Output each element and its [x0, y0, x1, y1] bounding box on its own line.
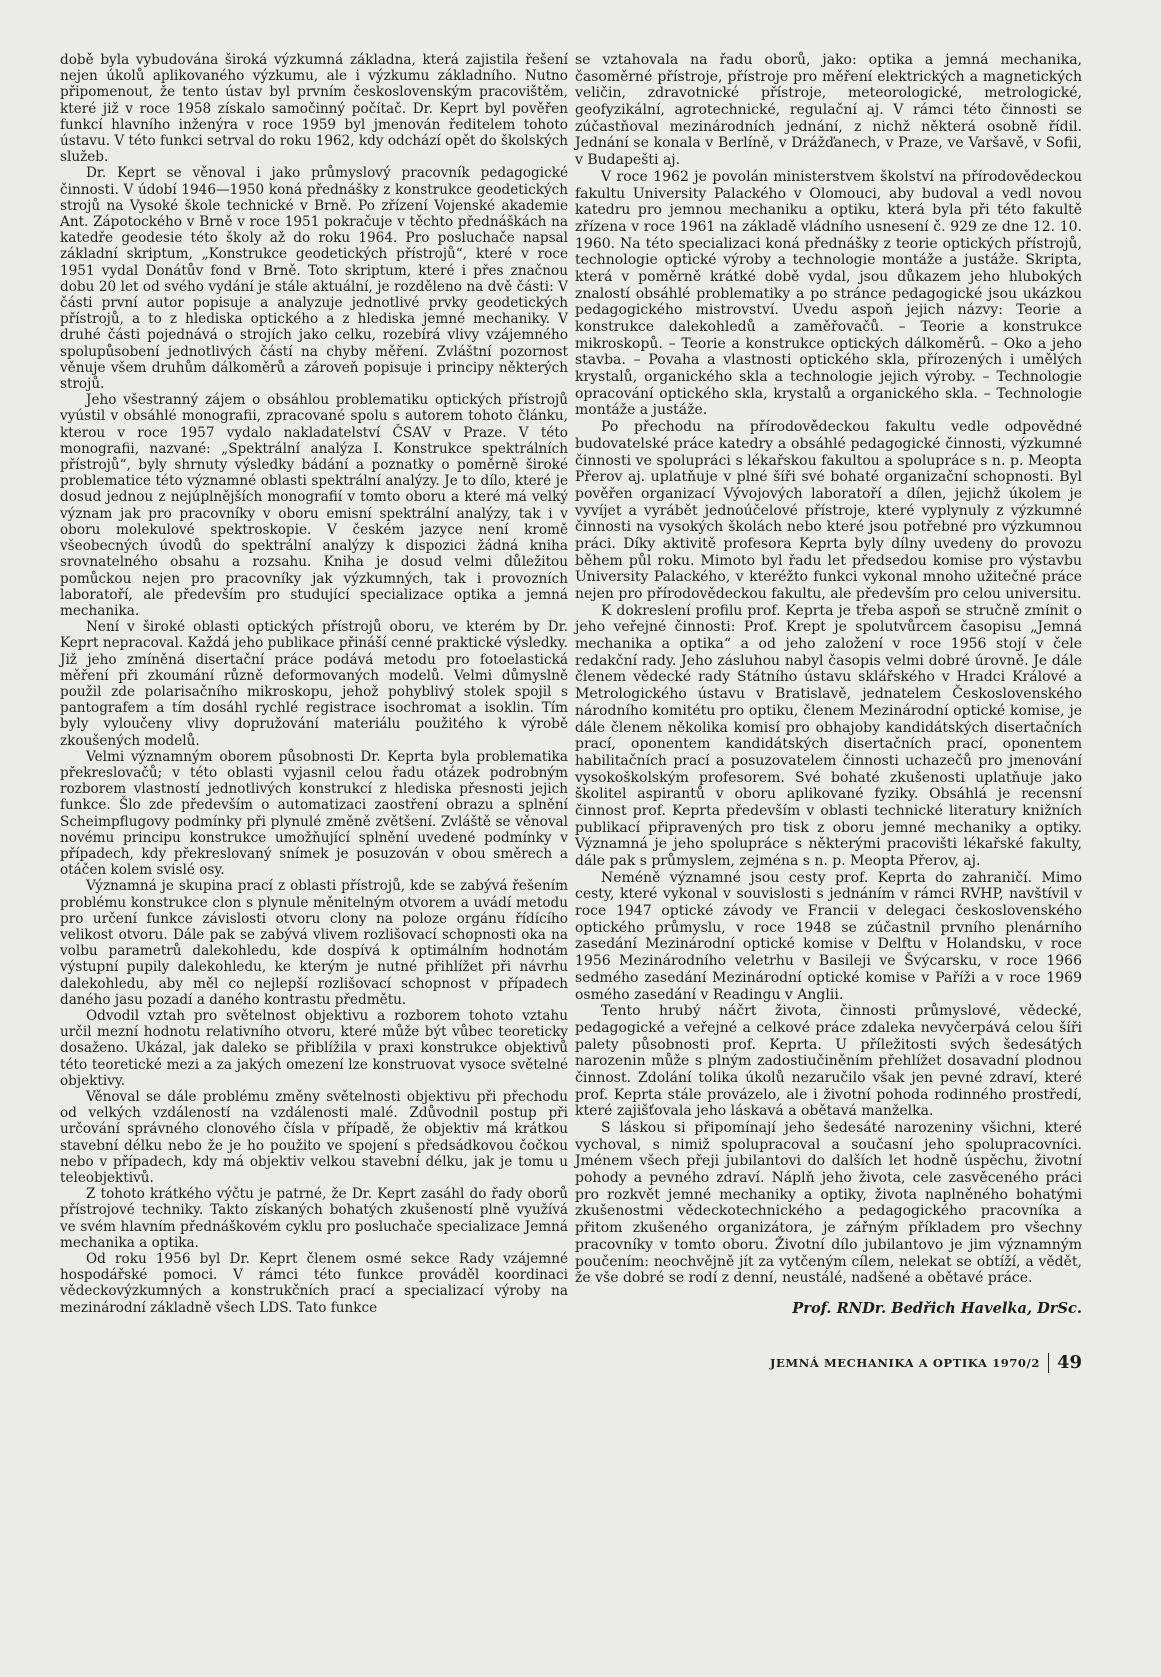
- paragraph: Z tohoto krátkého výčtu je patrné, že Dr. Keprt zasáhl do řady oborů přístrojové techniky. Takto získaných bohatých zkušeností plně využívá ve svém hlavním přednáškovém cyklu pro posluchače specializace Jemná mechanika a optika.: [60, 1186, 568, 1251]
- footer-divider: [1048, 1353, 1049, 1373]
- paragraph: Významná je skupina prací z oblasti přístrojů, kde se zabývá řešením problému konstrukce clon s plynule měnitelným otvorem a uvádí metodu pro určení funkce závislosti otvoru clony na poloze orgánu řídícího velikost otvoru. Dále pak se zabývá vlivem rozlišovací schopnosti oka na volbu parametrů dalekohledu, kde dospívá k optimálním hodnotám výstupní pupily dalekohledu, ke kterým je nutné přihlížet při návrhu dalekohledu, aby měl co nejlepší rozlišovací schopnost v případech daného jasu pozadí a daného kontrastu předmětu.: [60, 878, 568, 1008]
- left-column: [60, 52, 568, 1316]
- paragraph: Odvodil vztah pro světelnost objektivu a rozborem tohoto vztahu určil mezní hodnotu relativního otvoru, které může být vůbec teoreticky dosaženo. Ukázal, jak daleko se přiblížila v praxi konstrukce objektivů této teoretické mezi a za jakých omezení lze konstruovat vysoce světelné objektivy.: [60, 1007, 568, 1089]
- paragraph: Od roku 1956 byl Dr. Keprt členem osmé sekce Rady vzájemné hospodářské pomoci. V rámci této funkce prováděl koordinaci vědeckovýzkumných a konstrukčních prací a specializací výroby na mezinárodní základně všech LDS. Tato funkce: [60, 1251, 568, 1316]
- paragraph: Není v široké oblasti optických přístrojů oboru, ve kterém by Dr. Keprt nepracoval. Každá jeho publikace přináší cenné praktické výsledky. Již jeho zmíněná disertační práce podává metodu pro fotoelastická měření při zkoumání různě deformovaných modelů. Velmi důmyslně použil zde polarisačního mikroskopu, jehož pohyblivý stolek spojil s pantografem a tím dosáhl rychlé registrace isochromat a isoklin. Tím byly vyloučeny vlivy dopružování materiálu použitého k výrobě zkoušených modelů.: [60, 619, 568, 749]
- journal-name: JEMNÁ MECHANIKA A OPTIKA 1970/2: [769, 1355, 1040, 1370]
- paragraph: K dokreslení profilu prof. Keprta je třeba aspoň se stručně zmínit o jeho veřejné činnosti: Prof. Krept je spolutvůrcem časopisu „Jemná mechanika a optika“ a od jeho založení v roce 1956 stojí v čele redakční rady. Jeho zásluhou nabyl časopis velmi dobré úrovně. Je dále členem vědecké rady Státního ústavu sklářského v Hradci Králové a Metrologického ústavu v Bratislavě, jednatelem Československého národního komitétu pro optiku, členem Mezinárodní optické komise, je dále členem několika komisí pro obhajoby kandidátských disertačních prací, oponentem kandidátských disertačních prací, oponentem habilitačních prací a posuzovatelem činnosti uchazečů pro jmenování vysokoškolským profesorem. Své bohaté zkušenosti uplatňuje jako školitel aspirantů v oboru aplikované fyziky. Obsáhlá je recensní činnost prof. Keprta především v oblasti technické literatury knižních publikací připravených pro tisk z oboru jemné mechaniky a optiky. Významná je jeho spolupráce s některými pracovišti lékařské fakulty, dále pak s průmyslem, zejména s n. p. Meopta Přerov, aj.: [575, 602, 1082, 869]
- paragraph: V roce 1962 je povolán ministerstvem školství na přírodovědeckou fakultu University Palackého v Olomouci, aby budoval a vedl novou katedru pro jemnou mechaniku a optiku, která byla při této fakultě zřízena v roce 1961 na základě vládního usnesení č. 929 ze dne 12. 10. 1960. Na této specializaci koná přednášky z teorie optických přístrojů, technologie optické výroby a technologie montáže a justáže. Skripta, která v poměrně krátké době vydal, jsou důkazem jeho hlubokých znalostí obsáhlé problematiky a po stránce pedagogické jsou ukázkou pedagogického mistrovství. Uvedu aspoň jejich názvy: Teorie a konstrukce dalekohledů a zaměřovačů. – Teorie a konstrukce mikroskopů. – Teorie a konstrukce optických dálkoměrů. – Oko a jeho stavba. – Povaha a vlastnosti optického skla, přírozených i umělých krystalů, organického skla a technologie jejich výroby. – Technologie opracování optického skla, krystalů a organického skla. – Technologie montáže a justáže.: [575, 168, 1082, 419]
- paragraph: Dr. Keprt se věnoval i jako průmyslový pracovník pedagogické činnosti. V údobí 1946—1950 koná přednášky z konstrukce geodetických strojů na Vysoké škole technické v Brně. Po zřízení Vojenské akademie Ant. Zápotockého v Brně v roce 1951 pokračuje v těchto přednáškách na katedře geodesie této školy až do roku 1964. Pro posluchače napsal základní skriptum, „Konstrukce geodetických přístrojů“, které v roce 1951 vydal Donátův fond v Brně. Toto skriptum, které i přes značnou dobu 20 let od svého vydání je stále aktuální, je rozděleno na dvě části: V části první autor popisuje a analyzuje jednotlivé prvky geodetických přístrojů, a to z hlediska optického a z hlediska jemné mechaniky. V druhé části pojednává o strojích jako celku, rozebírá vlivy vzájemného spolupůsobení jednotlivých částí na chyby měření. Zvláštní pozornost věnuje všem druhům dálkoměrů a zároveň popisuje i principy některých strojů.: [60, 165, 568, 393]
- right-column: [575, 52, 1082, 1318]
- right-column-paragraphs: [575, 52, 1082, 1287]
- paragraph: S láskou si připomínají jeho šedesáté narozeniny všichni, které vychoval, s nimiž spolupracoval a současní jeho spolupracovníci. Jménem všech přeji jubilantovi do dalších let hodně úspěchu, životní pohody a pevného zdraví. Náplň jeho života, cele zasvěceného práci pro rozkvět jemné mechaniky a optiky, života naplněného bohatými zkušenostmi vědeckotechnického a pedagogického pracovníka a přitom zkušeného organizátora, je zářným příkladem pro všechny pracovníky v tomto oboru. Životní dílo jubilantovo je jim významným poučením: neochvějně jít za vytčeným cílem, nelekat se obtíží, a vědět, že vše dobré se rodí z denní, neustálé, nadšené a obětavé práce.: [575, 1120, 1082, 1287]
- paragraph: se vztahovala na řadu oborů, jako: optika a jemná mechanika, časoměrné přístroje, přístroje pro měření elektrických a magnetických veličin, zdravotnické přístroje, meteorologické, metrologické, geofyzikální, agrotechnické, regulační aj. V rámci této činnosti se zúčastňoval mezinárodních jednání, z nichž některá osobně řídil. Jednání se konala v Berlíně, v Drážďanech, v Praze, ve Varšavě, v Sofii, v Budapešti aj.: [575, 52, 1082, 169]
- page-footer: [760, 1352, 1082, 1373]
- paragraph: Tento hrubý náčrt života, činnosti průmyslové, vědecké, pedagogické a veřejné a celkové práce zdaleka nevyčerpává celou šíři palety působnosti prof. Keprta. U příležitosti svých šedesátých narozenin může s plným zadostiučiněním přehlížet dosavadní plodnou činnost. Zdolání tolika úkolů nezaručilo však jen pevné zdraví, které prof. Keprta stále provázelo, ale i životní pohoda rodinného prostředí, které zajišťovala jeho láskavá a obětavá manželka.: [575, 1003, 1082, 1120]
- paragraph: Po přechodu na přírodovědeckou fakultu vedle odpovědné budovatelské práce katedry a obsáhlé pedagogické činnosti, výzkumné činnosti ve spolupráci s lékařskou fakultou a spolupráce s n. p. Meopta Přerov aj. uplatňuje v plné šíři své bohaté organizační schopnosti. Byl pověřen organizací Vývojových laboratoří a dílen, jejichž úkolem je vyvíjet a vyrábět jednoúčelové přístroje, které vyplynuly z výzkumné činnosti na vysokých školách nebo které jsou potřebné pro výzkumnou práci. Díky aktivitě profesora Keprta byly dílny uvedeny do provozu během půl roku. Mimoto byl řadu let předsedou komise pro výstavbu University Palackého, v kteréžto funkci vykonal mnoho užitečné práce nejen pro přírodovědeckou fakultu, ale především pro celou universitu.: [575, 419, 1082, 602]
- author-signature: Prof. RNDr. Bedřich Havelka, DrSc.: [792, 1299, 1082, 1317]
- paragraph: Neméně významné jsou cesty prof. Keprta do zahraničí. Mimo cesty, které vykonal v souvislosti s jednáním v rámci RVHP, navštívil v roce 1947 optické závody ve Francii v delegaci československého optického průmyslu, v roce 1948 se zúčastnil prvního plenárního zasedání Mezinárodní optické komise v Delftu v Holandsku, v roce 1956 Mezinárodního veletrhu v Basileji ve Švýcarsku, v roce 1966 sedmého zasedání Mezinárodní optické komise v Paříži a v roce 1969 osmého zasedání v Readingu v Anglii.: [575, 869, 1082, 1003]
- paragraph: Velmi významným oborem působnosti Dr. Keprta byla problematika překreslovačů; v této oblasti vyjasnil celou řadu otázek podrobným rozborem vlastností jednotlivých konstrukcí z hlediska přesnosti jejich funkce. Šlo zde především o automatizaci zaostření obrazu a splnění Scheimpflugovy podmínky při plynulé změně zvětšení. Zvláště se věnoval novému principu konstrukce umožňující splnění uvedené podmínky v případech, kdy překreslovaný snímek je posuzován v obou směrech a otáčen kolem svislé osy.: [60, 748, 568, 879]
- paragraph: Věnoval se dále problému změny světelnosti objektivu při přechodu od velkých vzdáleností na vzdálenosti malé. Zdůvodnil postup při určování správného clonového čísla v případě, že objektiv má krátkou stavební délku nebo že je ho použito ve spojení s předsádkovou čočkou nebo v případech, kdy má objektiv velkou stavební délku, jak je tomu u teleobjektivů.: [60, 1089, 568, 1187]
- page-number: 49: [1056, 1352, 1082, 1373]
- paragraph: době byla vybudována široká výzkumná základna, která zajistila řešení nejen úkolů aplikovaného výzkumu, ale i výzkumu základního. Nutno připomenout, že tento ústav byl prvním československým pracovištěm, které již v roce 1958 získalo samočinný počítač. Dr. Keprt byl pověřen funkcí hlavního inženýra v roce 1959 byl jmenován ředitelem tohoto ústavu. V této funkci setrval do roku 1962, kdy odchází opět do školských služeb.: [60, 52, 568, 166]
- paragraph: Jeho všestranný zájem o obsáhlou problematiku optických přístrojů vyústil v obsáhlé monografii, zpracované spolu s autorem tohoto článku, kterou v roce 1957 vydalo nakladatelství ČSAV v Praze. V této monografii, nazvané: „Spektrální analýza I. Konstrukce spektrálních přístrojů“, byly shrnuty výsledky bádání a poznatky o poměrně široké problematice této významné oblasti spektrální analýzy. Je to dílo, které je dosud jednou z nejúplnějších monografií v tomto oboru a které má velký význam jak pro pracovníky v oboru emisní spektrální analýzy, tak i v oboru molekulové spektroskopie. V českém jazyce není kromě všeobecných úvodů do spektrální analýzy k dispozici žádná kniha srovnatelného obsahu a rozsahu. Kniha je dosud velmi důležitou pomůckou nejen pro pracovníky jak výzkumných, tak i provozních laboratoří, ale především pro studující specializace optika a jemná mechanika.: [60, 392, 568, 619]
